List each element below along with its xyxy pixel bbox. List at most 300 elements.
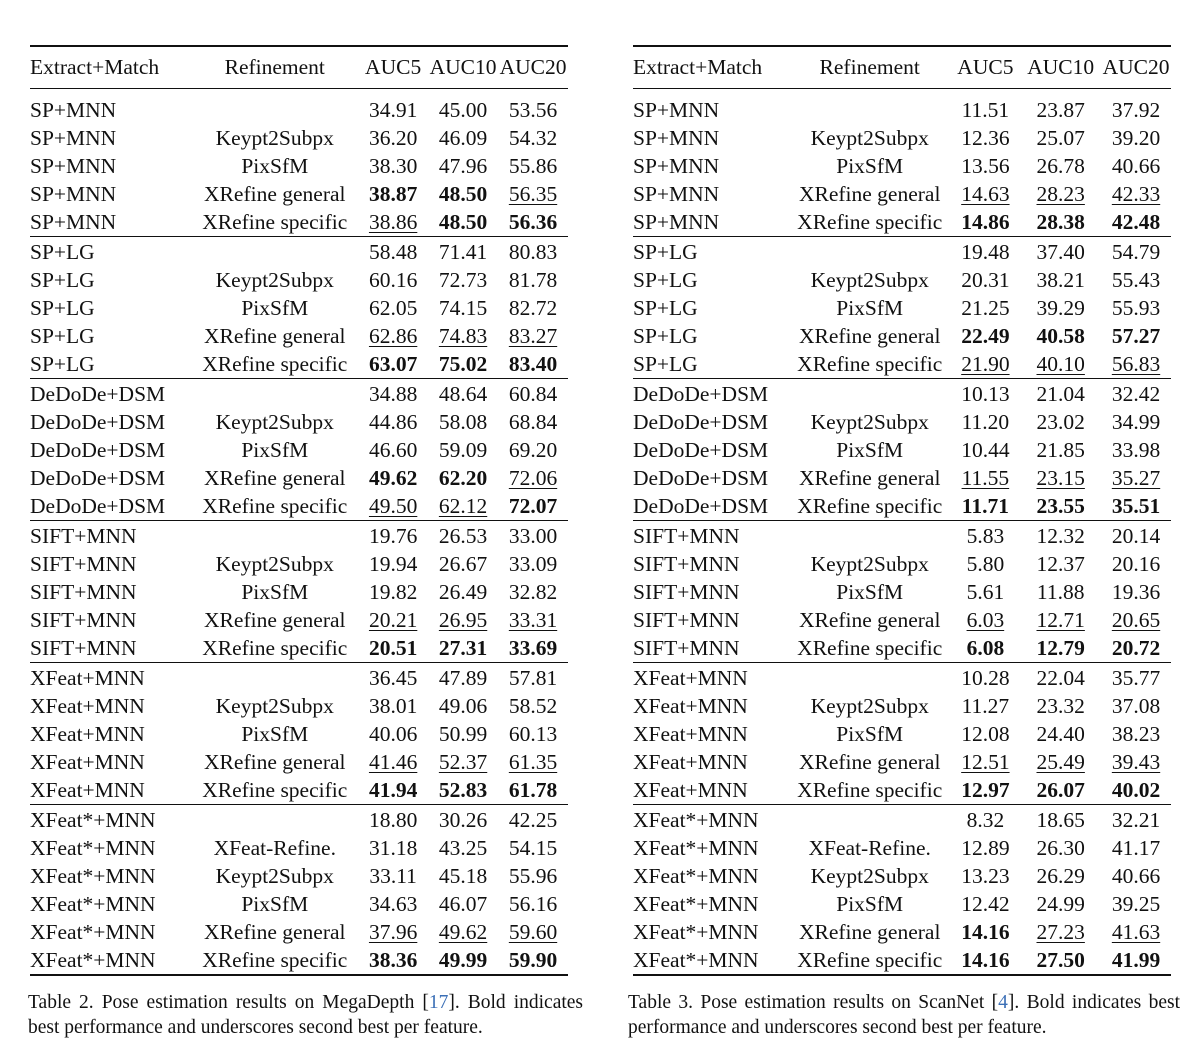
cell-extract-match: DeDoDe+DSM xyxy=(633,379,789,409)
cell-auc20: 55.96 xyxy=(508,864,558,888)
cell-auc20: 37.08 xyxy=(1111,694,1161,718)
cell-auc5: 12.97 xyxy=(961,778,1010,802)
cell-auc5: 38.01 xyxy=(368,694,418,718)
cell-refinement: PixSfM xyxy=(836,296,904,320)
cell-auc10: 52.37 xyxy=(438,750,488,774)
cell-auc20: 32.42 xyxy=(1101,379,1171,409)
cell-refinement: PixSfM xyxy=(836,722,904,746)
cell-auc5: 10.44 xyxy=(961,438,1010,462)
cell-auc5: 5.80 xyxy=(966,552,1005,576)
table-row xyxy=(30,918,568,946)
cell-auc20: 60.13 xyxy=(508,722,558,746)
method-group xyxy=(30,379,568,521)
cell-refinement xyxy=(191,521,358,551)
cell-refinement: PixSfM xyxy=(836,154,904,178)
cell-auc10: 25.07 xyxy=(1036,126,1085,150)
cell-refinement: XRefine general xyxy=(798,182,941,206)
scannet-results-table xyxy=(633,45,1171,976)
table-row xyxy=(30,946,568,975)
cell-auc20: 57.27 xyxy=(1111,324,1161,348)
cell-auc20: 38.23 xyxy=(1111,722,1161,746)
cell-refinement: XRefine general xyxy=(204,750,346,774)
cell-refinement: Keypt2Subpx xyxy=(215,268,334,292)
cell-refinement: XRefine specific xyxy=(202,778,348,802)
header-auc20: AUC20 xyxy=(1101,46,1171,89)
cell-extract-match: SP+LG xyxy=(633,352,698,376)
method-group xyxy=(30,237,568,379)
cell-auc20: 39.25 xyxy=(1111,892,1161,916)
cell-refinement: XRefine general xyxy=(798,920,941,944)
cell-auc5: 62.86 xyxy=(368,324,418,348)
table-row xyxy=(633,578,1171,606)
cell-auc10: 74.83 xyxy=(438,324,488,348)
method-group xyxy=(633,805,1171,976)
table-row xyxy=(30,379,568,409)
cell-auc5: 34.63 xyxy=(368,892,418,916)
cell-auc5: 6.08 xyxy=(966,636,1005,660)
table-row xyxy=(30,720,568,748)
cell-auc20: 61.78 xyxy=(508,778,558,802)
cell-auc10: 27.23 xyxy=(1036,920,1085,944)
table-row xyxy=(30,350,568,379)
cell-auc5: 12.51 xyxy=(961,750,1010,774)
cell-extract-match: DeDoDe+DSM xyxy=(30,379,191,409)
cell-auc5: 19.48 xyxy=(950,237,1020,267)
cell-auc5: 20.51 xyxy=(368,636,418,660)
cell-extract-match: DeDoDe+DSM xyxy=(633,494,769,518)
cell-auc10: 62.20 xyxy=(438,466,488,490)
cell-extract-match: SP+MNN xyxy=(633,126,720,150)
cell-auc5: 41.46 xyxy=(368,750,418,774)
cell-auc10: 45.18 xyxy=(438,864,488,888)
cell-auc20: 37.92 xyxy=(1111,98,1161,122)
cell-auc20: 54.15 xyxy=(508,836,558,860)
cell-auc5: 12.42 xyxy=(961,892,1010,916)
cell-auc20: 59.60 xyxy=(508,920,558,944)
cell-auc10: 26.49 xyxy=(438,580,488,604)
cell-extract-match: SP+LG xyxy=(30,296,95,320)
cell-auc20: 54.79 xyxy=(1101,237,1171,267)
cell-auc5: 21.90 xyxy=(961,352,1010,376)
cell-refinement: Keypt2Subpx xyxy=(215,410,334,434)
cell-auc20: 56.35 xyxy=(508,182,558,206)
cell-extract-match: XFeat*+MNN xyxy=(633,892,759,916)
table-row xyxy=(30,663,568,693)
cell-refinement: XRefine general xyxy=(204,608,346,632)
cell-refinement: XFeat-Refine. xyxy=(213,836,336,860)
table-row xyxy=(633,379,1171,409)
caption-text-end: ]. Bold indicates best performance and underscores second best per feature. xyxy=(628,992,1180,1038)
cell-refinement: XRefine specific xyxy=(797,778,943,802)
cell-auc5: 14.63 xyxy=(961,182,1010,206)
cell-auc5: 38.36 xyxy=(368,948,418,972)
cell-refinement: PixSfM xyxy=(241,154,309,178)
cell-auc10: 48.50 xyxy=(438,182,488,206)
table-row xyxy=(30,408,568,436)
megadepth-results-table xyxy=(30,45,568,976)
cell-auc10: 21.85 xyxy=(1036,438,1085,462)
cell-auc20: 68.84 xyxy=(508,410,558,434)
cell-extract-match: SIFT+MNN xyxy=(30,521,191,551)
cell-auc10: 25.49 xyxy=(1036,750,1085,774)
cell-auc5: 19.76 xyxy=(358,521,428,551)
cell-refinement: XRefine specific xyxy=(797,352,943,376)
table-row xyxy=(633,294,1171,322)
cell-auc20: 40.66 xyxy=(1111,864,1161,888)
cell-auc20: 34.99 xyxy=(1111,410,1161,434)
cell-auc10: 11.88 xyxy=(1036,580,1085,604)
cell-extract-match: XFeat+MNN xyxy=(633,663,789,693)
cell-auc5: 21.25 xyxy=(961,296,1010,320)
cell-auc5: 11.51 xyxy=(961,98,1010,122)
table-row xyxy=(30,606,568,634)
table-row xyxy=(30,862,568,890)
cell-auc5: 10.28 xyxy=(950,663,1020,693)
cell-auc10: 23.87 xyxy=(1036,98,1085,122)
cell-refinement: Keypt2Subpx xyxy=(810,410,929,434)
table-row xyxy=(30,578,568,606)
cell-auc20: 42.48 xyxy=(1111,210,1161,234)
cell-refinement xyxy=(789,805,950,835)
table-row xyxy=(30,436,568,464)
cell-auc5: 58.48 xyxy=(358,237,428,267)
cell-auc10: 18.65 xyxy=(1020,805,1101,835)
cell-refinement: XRefine general xyxy=(798,608,941,632)
cell-auc10: 26.78 xyxy=(1036,154,1085,178)
cell-extract-match: SP+MNN xyxy=(30,98,117,122)
citation-link-17[interactable]: 17 xyxy=(428,992,449,1013)
method-group xyxy=(30,805,568,976)
method-group xyxy=(633,379,1171,521)
cell-auc5: 60.16 xyxy=(368,268,418,292)
cell-auc20: 33.31 xyxy=(508,608,558,632)
cell-extract-match: SP+LG xyxy=(30,324,95,348)
table-row xyxy=(633,124,1171,152)
cell-auc20: 19.36 xyxy=(1111,580,1161,604)
cell-auc5: 11.71 xyxy=(961,494,1009,518)
cell-auc10: 49.62 xyxy=(438,920,488,944)
cell-refinement: PixSfM xyxy=(241,296,309,320)
cell-refinement: XRefine general xyxy=(204,182,346,206)
cell-refinement xyxy=(191,663,358,693)
cell-auc5: 22.49 xyxy=(961,324,1010,348)
cell-refinement: XRefine specific xyxy=(797,210,943,234)
cell-extract-match: SP+MNN xyxy=(30,210,117,234)
cell-auc5: 6.03 xyxy=(966,608,1005,632)
cell-auc10: 74.15 xyxy=(438,296,488,320)
table-row xyxy=(633,918,1171,946)
cell-extract-match: XFeat*+MNN xyxy=(30,805,191,835)
cell-auc10: 49.06 xyxy=(438,694,488,718)
cell-auc5: 10.13 xyxy=(950,379,1020,409)
cell-extract-match: XFeat+MNN xyxy=(30,722,145,746)
table-row xyxy=(633,408,1171,436)
table-row xyxy=(633,180,1171,208)
cell-auc20: 41.63 xyxy=(1111,920,1161,944)
cell-extract-match: XFeat+MNN xyxy=(633,750,748,774)
cell-auc20: 56.83 xyxy=(1111,352,1161,376)
cell-auc10: 21.04 xyxy=(1020,379,1101,409)
table-row xyxy=(633,436,1171,464)
cell-extract-match: SP+LG xyxy=(633,237,789,267)
cell-extract-match: SP+LG xyxy=(633,268,698,292)
cell-extract-match: XFeat+MNN xyxy=(30,750,145,774)
cell-extract-match: XFeat*+MNN xyxy=(30,948,156,972)
cell-auc5: 49.50 xyxy=(368,494,418,518)
cell-auc20: 39.20 xyxy=(1111,126,1161,150)
cell-auc20: 83.40 xyxy=(508,352,558,376)
cell-auc20: 35.51 xyxy=(1111,494,1161,518)
table-row xyxy=(30,266,568,294)
cell-auc10: 40.58 xyxy=(1036,324,1085,348)
cell-refinement: PixSfM xyxy=(241,892,309,916)
header-extract-match: Extract+Match xyxy=(633,46,789,89)
cell-auc10: 39.29 xyxy=(1036,296,1085,320)
cell-auc20: 61.35 xyxy=(508,750,558,774)
cell-auc20: 33.00 xyxy=(498,521,568,551)
cell-auc5: 13.56 xyxy=(961,154,1010,178)
table-row xyxy=(30,294,568,322)
cell-extract-match: SP+LG xyxy=(30,352,95,376)
cell-refinement: XFeat-Refine. xyxy=(808,836,931,860)
cell-refinement: PixSfM xyxy=(836,580,904,604)
cell-auc10: 72.73 xyxy=(438,268,488,292)
cell-auc10: 46.07 xyxy=(438,892,488,916)
cell-auc10: 59.09 xyxy=(438,438,488,462)
cell-extract-match: SP+LG xyxy=(30,268,95,292)
table-row xyxy=(633,208,1171,237)
cell-refinement: XRefine specific xyxy=(797,494,943,518)
cell-auc5: 20.21 xyxy=(368,608,418,632)
cell-auc10: 23.02 xyxy=(1036,410,1085,434)
cell-extract-match: XFeat+MNN xyxy=(30,778,145,802)
cell-extract-match: SP+LG xyxy=(633,296,698,320)
cell-auc5: 34.91 xyxy=(368,98,418,122)
cell-auc5: 33.11 xyxy=(369,864,417,888)
table-row xyxy=(30,692,568,720)
cell-auc5: 37.96 xyxy=(368,920,418,944)
cell-auc5: 38.86 xyxy=(368,210,418,234)
cell-auc10: 47.89 xyxy=(428,663,498,693)
cell-auc20: 57.81 xyxy=(498,663,568,693)
cell-auc10: 43.25 xyxy=(438,836,488,860)
table-row xyxy=(633,805,1171,835)
cell-auc20: 54.32 xyxy=(508,126,558,150)
cell-extract-match: SP+MNN xyxy=(30,126,117,150)
table-row xyxy=(30,237,568,267)
cell-auc10: 27.31 xyxy=(438,636,488,660)
cell-extract-match: SIFT+MNN xyxy=(633,608,740,632)
cell-auc5: 31.18 xyxy=(368,836,418,860)
cell-auc10: 23.32 xyxy=(1036,694,1085,718)
cell-refinement xyxy=(789,521,950,551)
cell-extract-match: XFeat*+MNN xyxy=(30,892,156,916)
cell-auc10: 40.10 xyxy=(1036,352,1085,376)
cell-auc5: 14.86 xyxy=(961,210,1010,234)
cell-refinement xyxy=(789,663,950,693)
table-row xyxy=(633,890,1171,918)
cell-refinement: XRefine general xyxy=(204,920,346,944)
table-row xyxy=(30,124,568,152)
cell-refinement: Keypt2Subpx xyxy=(215,552,334,576)
cell-extract-match: DeDoDe+DSM xyxy=(30,410,166,434)
cell-auc20: 39.43 xyxy=(1111,750,1161,774)
cell-auc20: 80.83 xyxy=(498,237,568,267)
cell-refinement xyxy=(789,237,950,267)
cell-extract-match: XFeat*+MNN xyxy=(633,864,759,888)
cell-auc10: 12.37 xyxy=(1036,552,1085,576)
table-row xyxy=(633,152,1171,180)
cell-refinement: XRefine general xyxy=(204,466,346,490)
table-row xyxy=(30,322,568,350)
table-row xyxy=(30,634,568,663)
table-row xyxy=(633,322,1171,350)
cell-auc5: 14.16 xyxy=(961,920,1010,944)
cell-auc20: 55.93 xyxy=(1111,296,1161,320)
cell-extract-match: SP+MNN xyxy=(30,182,117,206)
cell-refinement: XRefine specific xyxy=(797,948,943,972)
method-group xyxy=(633,521,1171,663)
cell-auc10: 75.02 xyxy=(438,352,488,376)
table-row xyxy=(633,550,1171,578)
cell-auc20: 59.90 xyxy=(508,948,558,972)
table-row xyxy=(633,692,1171,720)
cell-refinement: PixSfM xyxy=(241,722,309,746)
table-row xyxy=(633,350,1171,379)
cell-auc20: 42.25 xyxy=(498,805,568,835)
cell-extract-match: XFeat*+MNN xyxy=(30,836,156,860)
cell-auc20: 58.52 xyxy=(508,694,558,718)
cell-auc5: 12.08 xyxy=(961,722,1010,746)
cell-auc5: 5.61 xyxy=(966,580,1005,604)
cell-auc5: 63.07 xyxy=(368,352,418,376)
table-row xyxy=(30,550,568,578)
cell-auc20: 55.43 xyxy=(1111,268,1161,292)
cell-auc10: 37.40 xyxy=(1020,237,1101,267)
cell-auc20: 53.56 xyxy=(508,98,558,122)
cell-refinement: Keypt2Subpx xyxy=(810,864,929,888)
cell-refinement: XRefine specific xyxy=(202,352,348,376)
cell-extract-match: SIFT+MNN xyxy=(633,636,740,660)
cell-extract-match: SIFT+MNN xyxy=(30,552,137,576)
cell-extract-match: SP+LG xyxy=(30,237,191,267)
cell-refinement: Keypt2Subpx xyxy=(215,126,334,150)
cell-auc5: 40.06 xyxy=(368,722,418,746)
cell-refinement xyxy=(191,379,358,409)
cell-extract-match: SP+MNN xyxy=(30,154,117,178)
table-row xyxy=(633,634,1171,663)
cell-auc5: 13.23 xyxy=(961,864,1010,888)
table-row xyxy=(633,237,1171,267)
table-row xyxy=(633,663,1171,693)
table-row xyxy=(30,776,568,805)
cell-auc20: 41.17 xyxy=(1111,836,1161,860)
cell-auc5: 11.27 xyxy=(961,694,1010,718)
cell-auc5: 41.94 xyxy=(368,778,418,802)
cell-extract-match: SIFT+MNN xyxy=(633,521,789,551)
table-row xyxy=(30,834,568,862)
cell-auc20: 55.86 xyxy=(508,154,558,178)
cell-auc20: 33.69 xyxy=(508,636,558,660)
table-row xyxy=(633,862,1171,890)
header-auc10: AUC10 xyxy=(1020,46,1101,89)
cell-auc10: 48.64 xyxy=(428,379,498,409)
cell-auc10: 58.08 xyxy=(438,410,488,434)
cell-refinement: XRefine general xyxy=(204,324,346,348)
cell-auc20: 20.16 xyxy=(1111,552,1161,576)
header-auc10: AUC10 xyxy=(428,46,498,89)
table-row xyxy=(30,521,568,551)
cell-refinement: XRefine general xyxy=(798,324,941,348)
cell-auc5: 36.20 xyxy=(368,126,418,150)
method-group xyxy=(633,663,1171,805)
table-header-row xyxy=(30,46,568,89)
cell-auc20: 42.33 xyxy=(1111,182,1161,206)
table-row xyxy=(30,748,568,776)
table-row xyxy=(30,180,568,208)
cell-auc10: 49.99 xyxy=(438,948,488,972)
table-row xyxy=(30,464,568,492)
method-group xyxy=(633,89,1171,237)
cell-refinement: XRefine specific xyxy=(797,636,943,660)
method-group xyxy=(30,521,568,663)
cell-refinement: XRefine general xyxy=(798,750,941,774)
cell-refinement xyxy=(789,89,950,125)
cell-refinement: PixSfM xyxy=(836,438,904,462)
cell-extract-match: XFeat*+MNN xyxy=(30,864,156,888)
cell-auc20: 40.02 xyxy=(1111,778,1161,802)
cell-extract-match: SP+MNN xyxy=(633,182,720,206)
table-row xyxy=(633,720,1171,748)
cell-extract-match: DeDoDe+DSM xyxy=(633,410,769,434)
cell-auc10: 30.26 xyxy=(428,805,498,835)
cell-auc10: 26.29 xyxy=(1036,864,1085,888)
cell-auc5: 18.80 xyxy=(358,805,428,835)
cell-auc10: 48.50 xyxy=(438,210,488,234)
cell-auc5: 11.55 xyxy=(961,466,1010,490)
cell-auc20: 33.98 xyxy=(1111,438,1161,462)
method-group xyxy=(633,237,1171,379)
cell-auc20: 72.07 xyxy=(508,494,558,518)
cell-auc20: 20.14 xyxy=(1101,521,1171,551)
cell-refinement: Keypt2Subpx xyxy=(810,552,929,576)
table-row xyxy=(30,805,568,835)
header-auc5: AUC5 xyxy=(950,46,1020,89)
cell-auc20: 60.84 xyxy=(498,379,568,409)
cell-auc5: 36.45 xyxy=(358,663,428,693)
method-group xyxy=(30,663,568,805)
method-group xyxy=(30,89,568,237)
cell-extract-match: DeDoDe+DSM xyxy=(633,466,769,490)
megadepth-table-wrapper xyxy=(30,45,568,976)
cell-auc10: 27.50 xyxy=(1036,948,1085,972)
cell-extract-match: SP+MNN xyxy=(633,154,720,178)
caption-text-start: Table 2. Pose estimation results on MegaDepth [ xyxy=(28,992,429,1013)
cell-extract-match: DeDoDe+DSM xyxy=(30,466,166,490)
table-row xyxy=(30,890,568,918)
cell-auc10: 50.99 xyxy=(438,722,488,746)
cell-auc10: 52.83 xyxy=(438,778,488,802)
table-row xyxy=(30,152,568,180)
header-auc5: AUC5 xyxy=(358,46,428,89)
cell-extract-match: XFeat+MNN xyxy=(30,663,191,693)
citation-link-4[interactable]: 4 xyxy=(998,992,1008,1013)
cell-auc5: 12.36 xyxy=(961,126,1010,150)
cell-refinement: PixSfM xyxy=(836,892,904,916)
cell-auc5: 11.20 xyxy=(961,410,1010,434)
cell-auc20: 32.21 xyxy=(1101,805,1171,835)
cell-auc10: 12.79 xyxy=(1036,636,1085,660)
